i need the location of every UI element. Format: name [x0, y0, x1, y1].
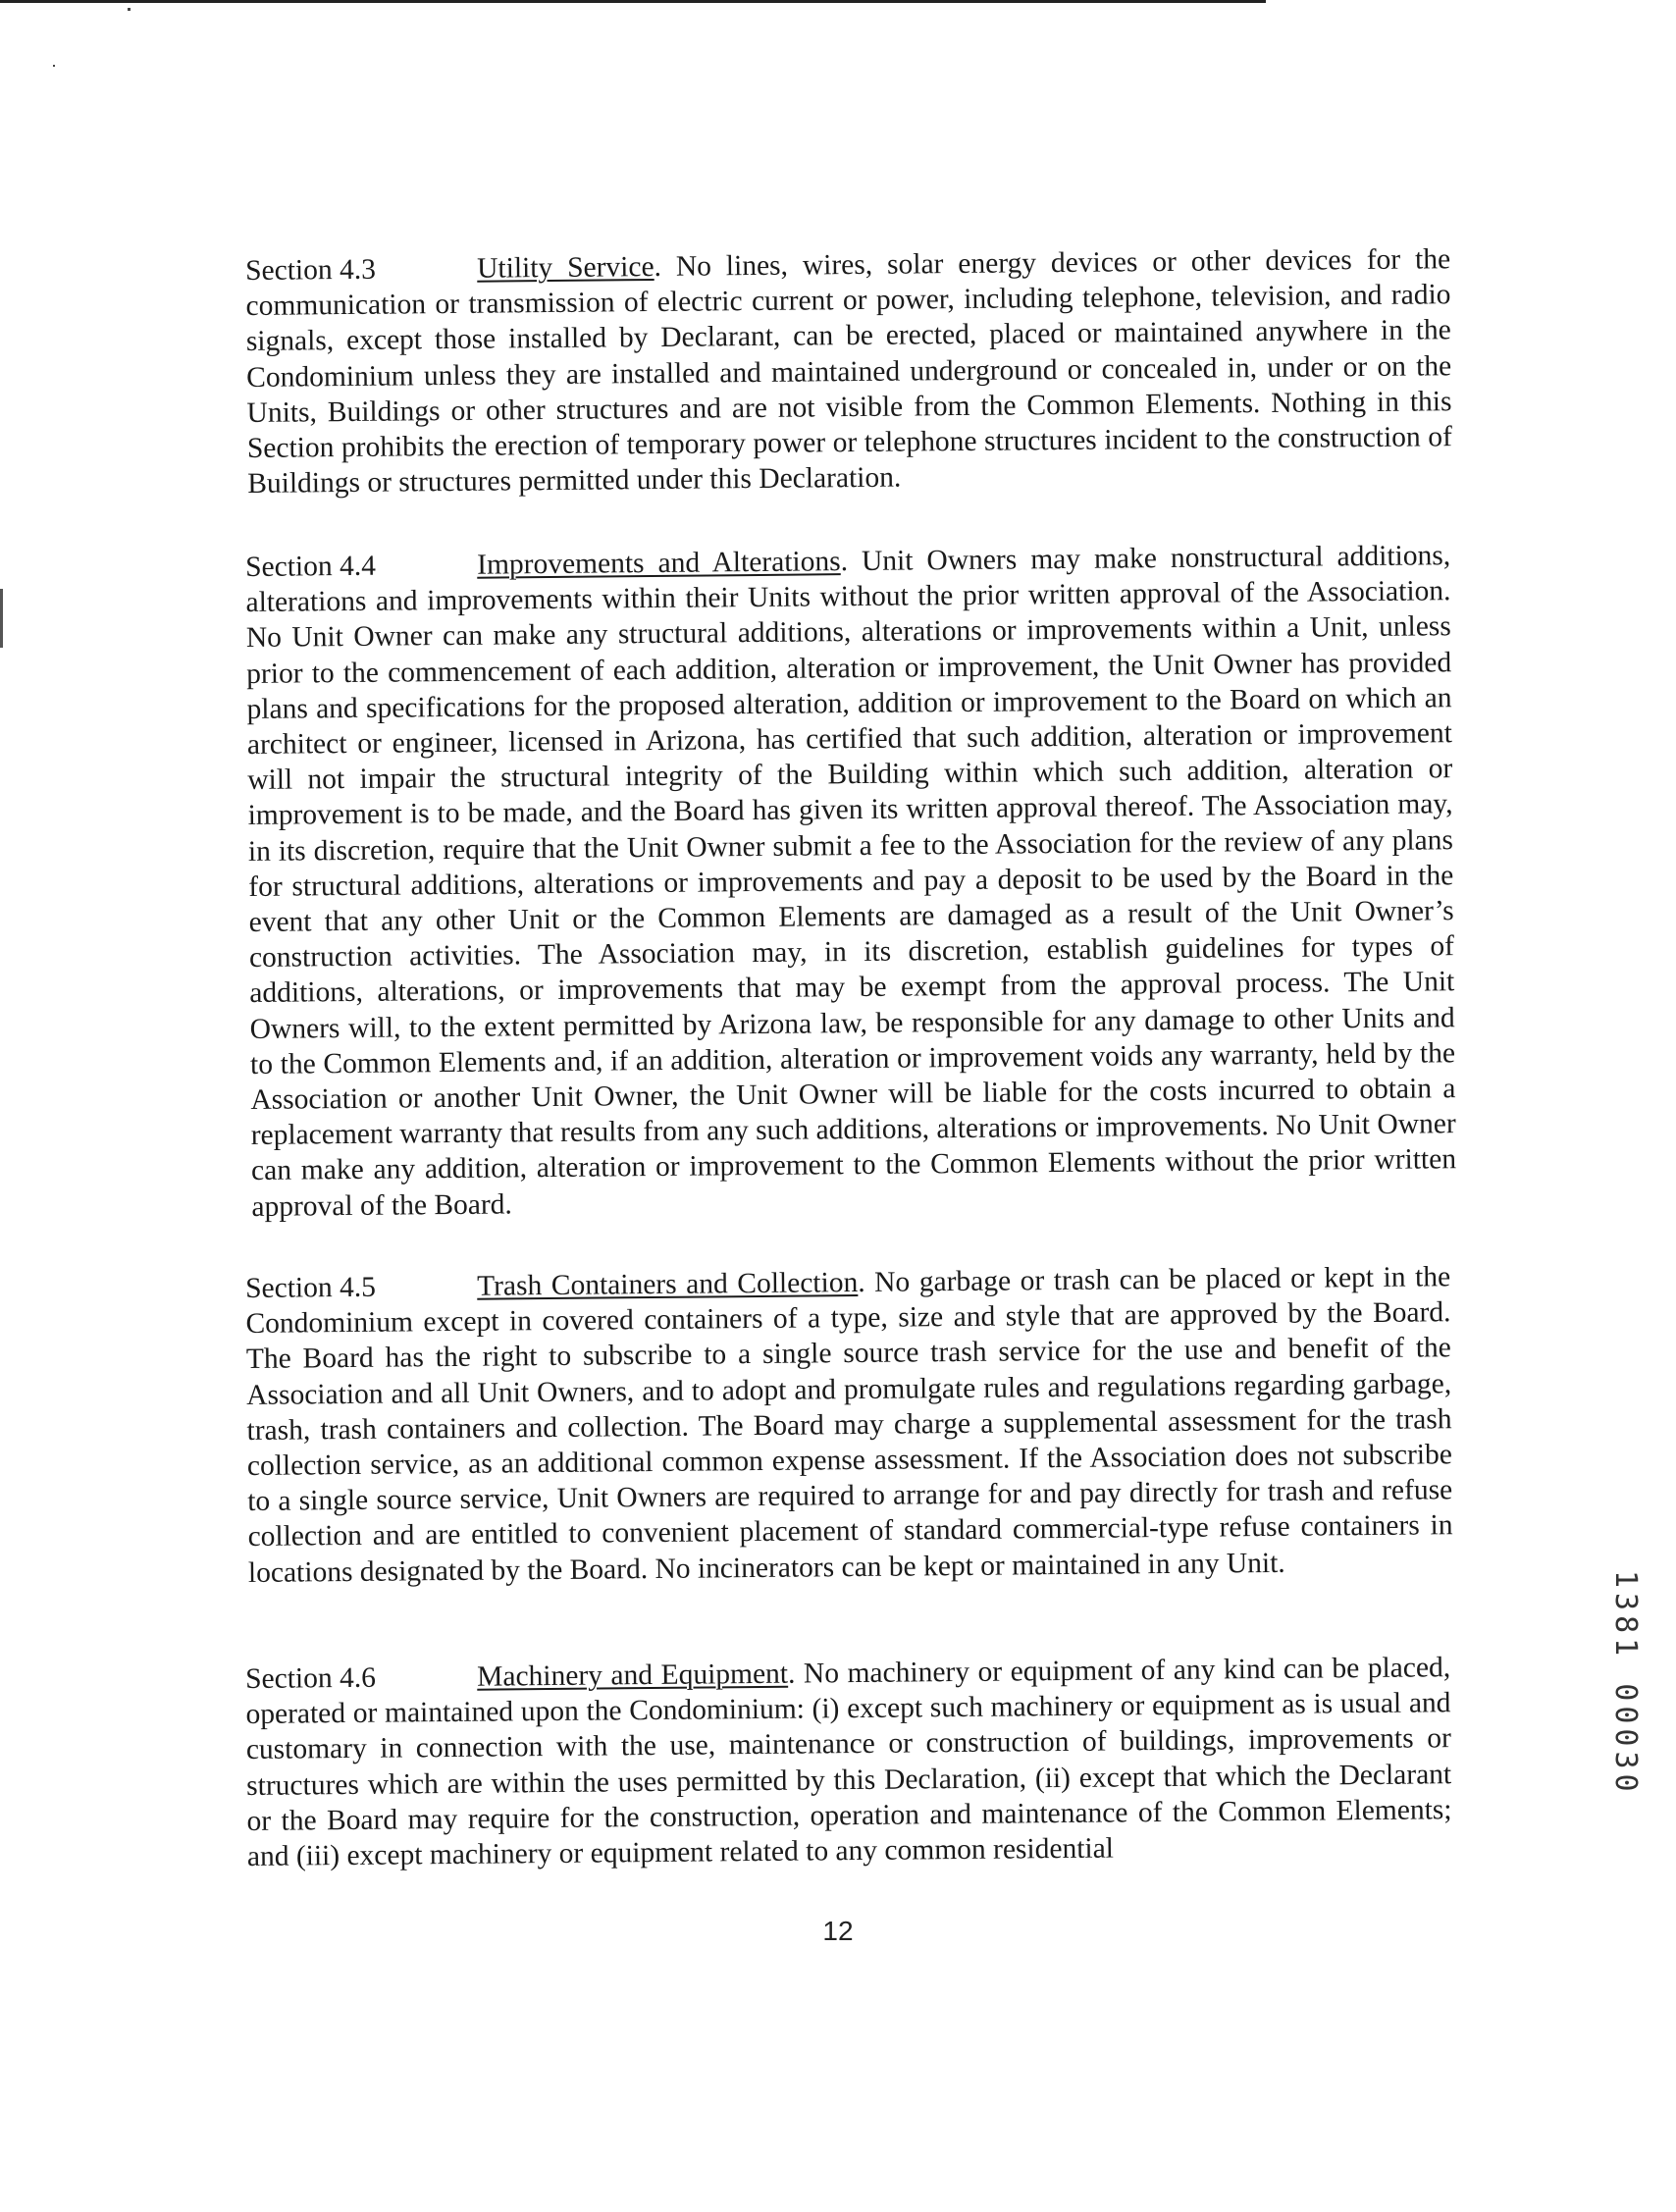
margin-stamp	[1609, 1570, 1649, 1845]
section-4-4	[245, 538, 1457, 1225]
section-4-6	[245, 1650, 1452, 1874]
section-title: Utility Service	[477, 251, 655, 285]
scan-speck	[53, 65, 55, 67]
section-number: Section 4.5	[245, 1271, 377, 1304]
section-body: . Unit Owners may make nonstructural additions, alterations and improvements within their Units without the prior written approval of the Association. No Unit Owner can make any structural additions, alterations or improvements within a Unit, unless prior to the commencement of each addition, alteration or improvement, the Unit Owner has provided plans and specifications for the proposed alteration, addition or improvement to the Board on which an architect or engineer, licensed in Arizona, has certified that such addition, alteration or improvement will not impair the structural integrity of the Building within which such addition, alteration or improvement is to be made, and the Board has given its written approval thereof. The Association may, in its discretion, require that the Unit Owner submit a fee to the Association for the review of any plans for structural additions, alterations or improvements and pay a deposit to be used by the Board in the event that any other Unit or the Common Elements are damaged as a result of the Unit Owner’s construction activities. The Association may, in its discretion, establish guidelines for types of additions, alterations, or improvements that may be exempt from the approval process. The Unit Owners will, to the extent permitted by Arizona law, be responsible for any damage to other Units and to the Common Elements and, if an addition, alteration or improvement voids any warranty, held by the Association or another Unit Owner, the Unit Owner will be liable for the costs incurred to obtain a replacement warranty that results from any such additions, alterations or improvements. No Unit Owner can make any addition, alteration or improvement to the Common Elements without the prior written approval of the Board.	[245, 540, 1457, 1223]
scan-left-edge-mark	[0, 589, 3, 648]
section-number: Section 4.6	[245, 1661, 377, 1695]
section-body: . No garbage or trash can be placed or kept in the Condominium except in covered containers of a type, size and style that are approved by the Board. The Board has the right to subscribe to a single source trash service for the use and benefit of the Association and all Unit Owners, and to adopt and promulgate rules and regulations regarding garbage, trash, trash containers and collection. The Board may charge a supplemental assessment for the trash collection service, as an additional common expense assessment. If the Association does not subscribe to a single source service, Unit Owners are required to arrange for and pay directly for trash and refuse collection and are entitled to convenient placement of standard commercial-type refuse containers in locations designated by the Board. No incinerators can be kept or maintained in any Unit.	[245, 1261, 1453, 1589]
section-title: Improvements and Alterations	[477, 546, 841, 581]
section-number: Section 4.4	[245, 550, 377, 583]
section-body: . No lines, wires, solar energy devices or other devices for the communication or transmission of electric current or power, including telephone, television, and radio signals, except those installed by Declarant, can be erected, placed or maintained anywhere in the Condominium unless they are installed and maintained underground or concealed in, under or on the Units, Buildings or other structures and are not visible from the Common Elements. Nothing in this Section prohibits the erection of temporary power or telephone structures incident to the construction of Buildings or structures permitted under this Declaration.	[245, 243, 1453, 500]
section-number: Section 4.3	[245, 253, 377, 287]
page-number: 12	[822, 1916, 854, 1946]
scan-top-edge	[0, 0, 1266, 3]
section-title: Trash Containers and Collection	[477, 1267, 859, 1302]
section-title: Machinery and Equipment	[477, 1658, 789, 1693]
section-4-3	[245, 241, 1452, 501]
scan-speck	[128, 8, 131, 11]
margin-stamp-text: 1381 00030	[1608, 1570, 1643, 1797]
section-4-5	[245, 1259, 1453, 1591]
section-body: . No machinery or equipment of any kind can be placed, operated or maintained upon the Condominium: (i) except such machinery or equipment as is usual and customary in connection with the use, maintenance or construction of buildings, improvements or structures which are within the uses permitted by this Declaration, (ii) except that which the Declarant or the Board may require for the construction, operation and maintenance of the Common Elements; and (iii) except machinery or equipment related to any common residential	[245, 1652, 1452, 1873]
